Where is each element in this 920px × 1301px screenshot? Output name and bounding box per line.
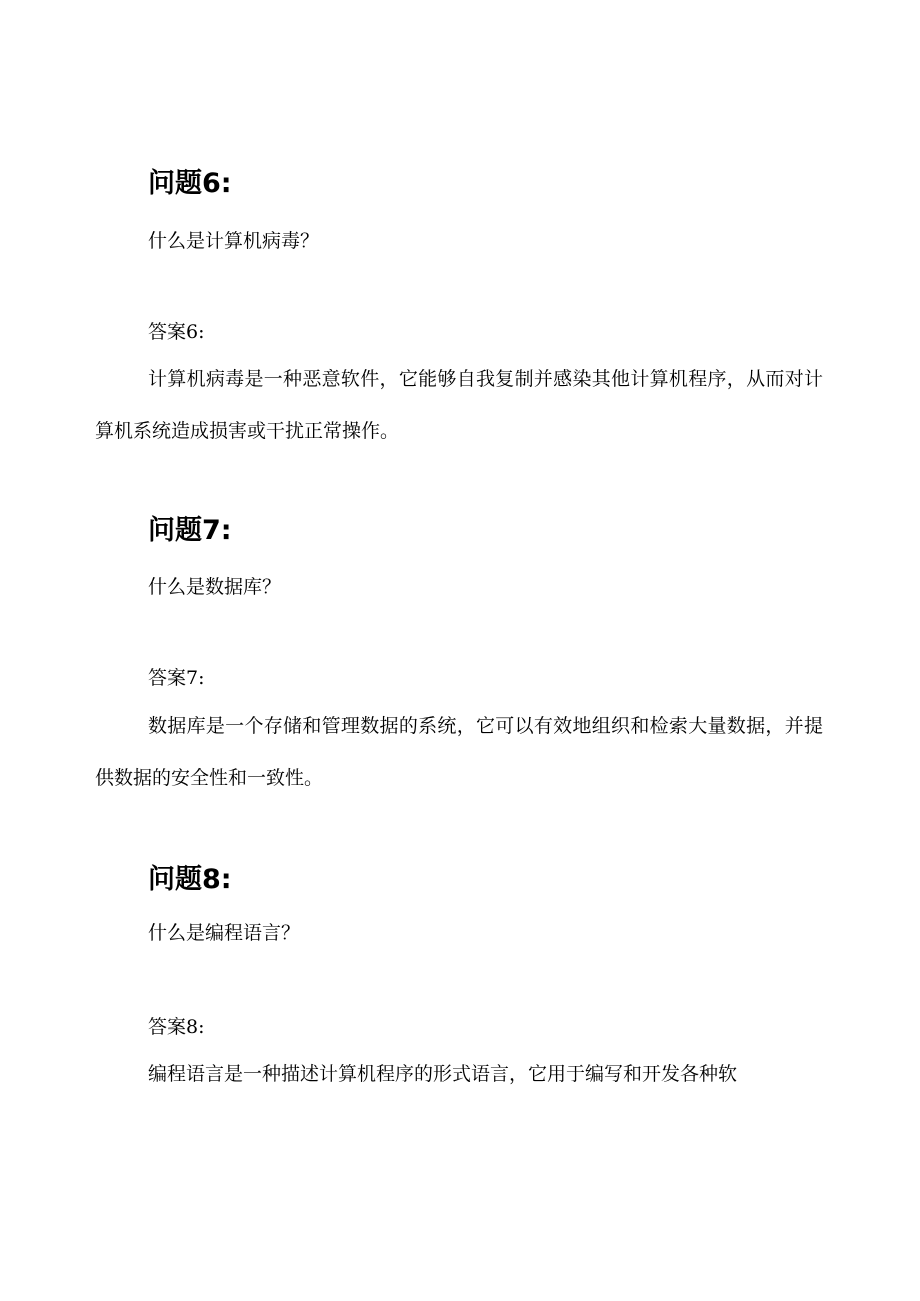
question-title: 问题6:	[148, 168, 232, 199]
answer-text: 计算机病毒是一种恶意软件，它能够自我复制并感染其他计算机程序，从而对计算机系统造成损害或干扰正常操作。	[95, 368, 823, 442]
answer-label: 答案6:	[148, 321, 205, 343]
question-text: 什么是编程语言？	[148, 922, 301, 944]
question-text: 什么是数据库？	[148, 576, 282, 598]
question-title: 问题7:	[148, 515, 232, 546]
question-text: 什么是计算机病毒？	[148, 230, 320, 252]
answer-label: 答案8:	[148, 1016, 205, 1038]
question-title: 问题8:	[148, 864, 232, 895]
answer-label: 答案7:	[148, 667, 205, 689]
answer-text: 编程语言是一种描述计算机程序的形式语言，它用于编写和开发各种软	[148, 1063, 738, 1085]
answer-text: 数据库是一个存储和管理数据的系统，它可以有效地组织和检索大量数据，并提供数据的安全性和一致性。	[95, 715, 823, 789]
